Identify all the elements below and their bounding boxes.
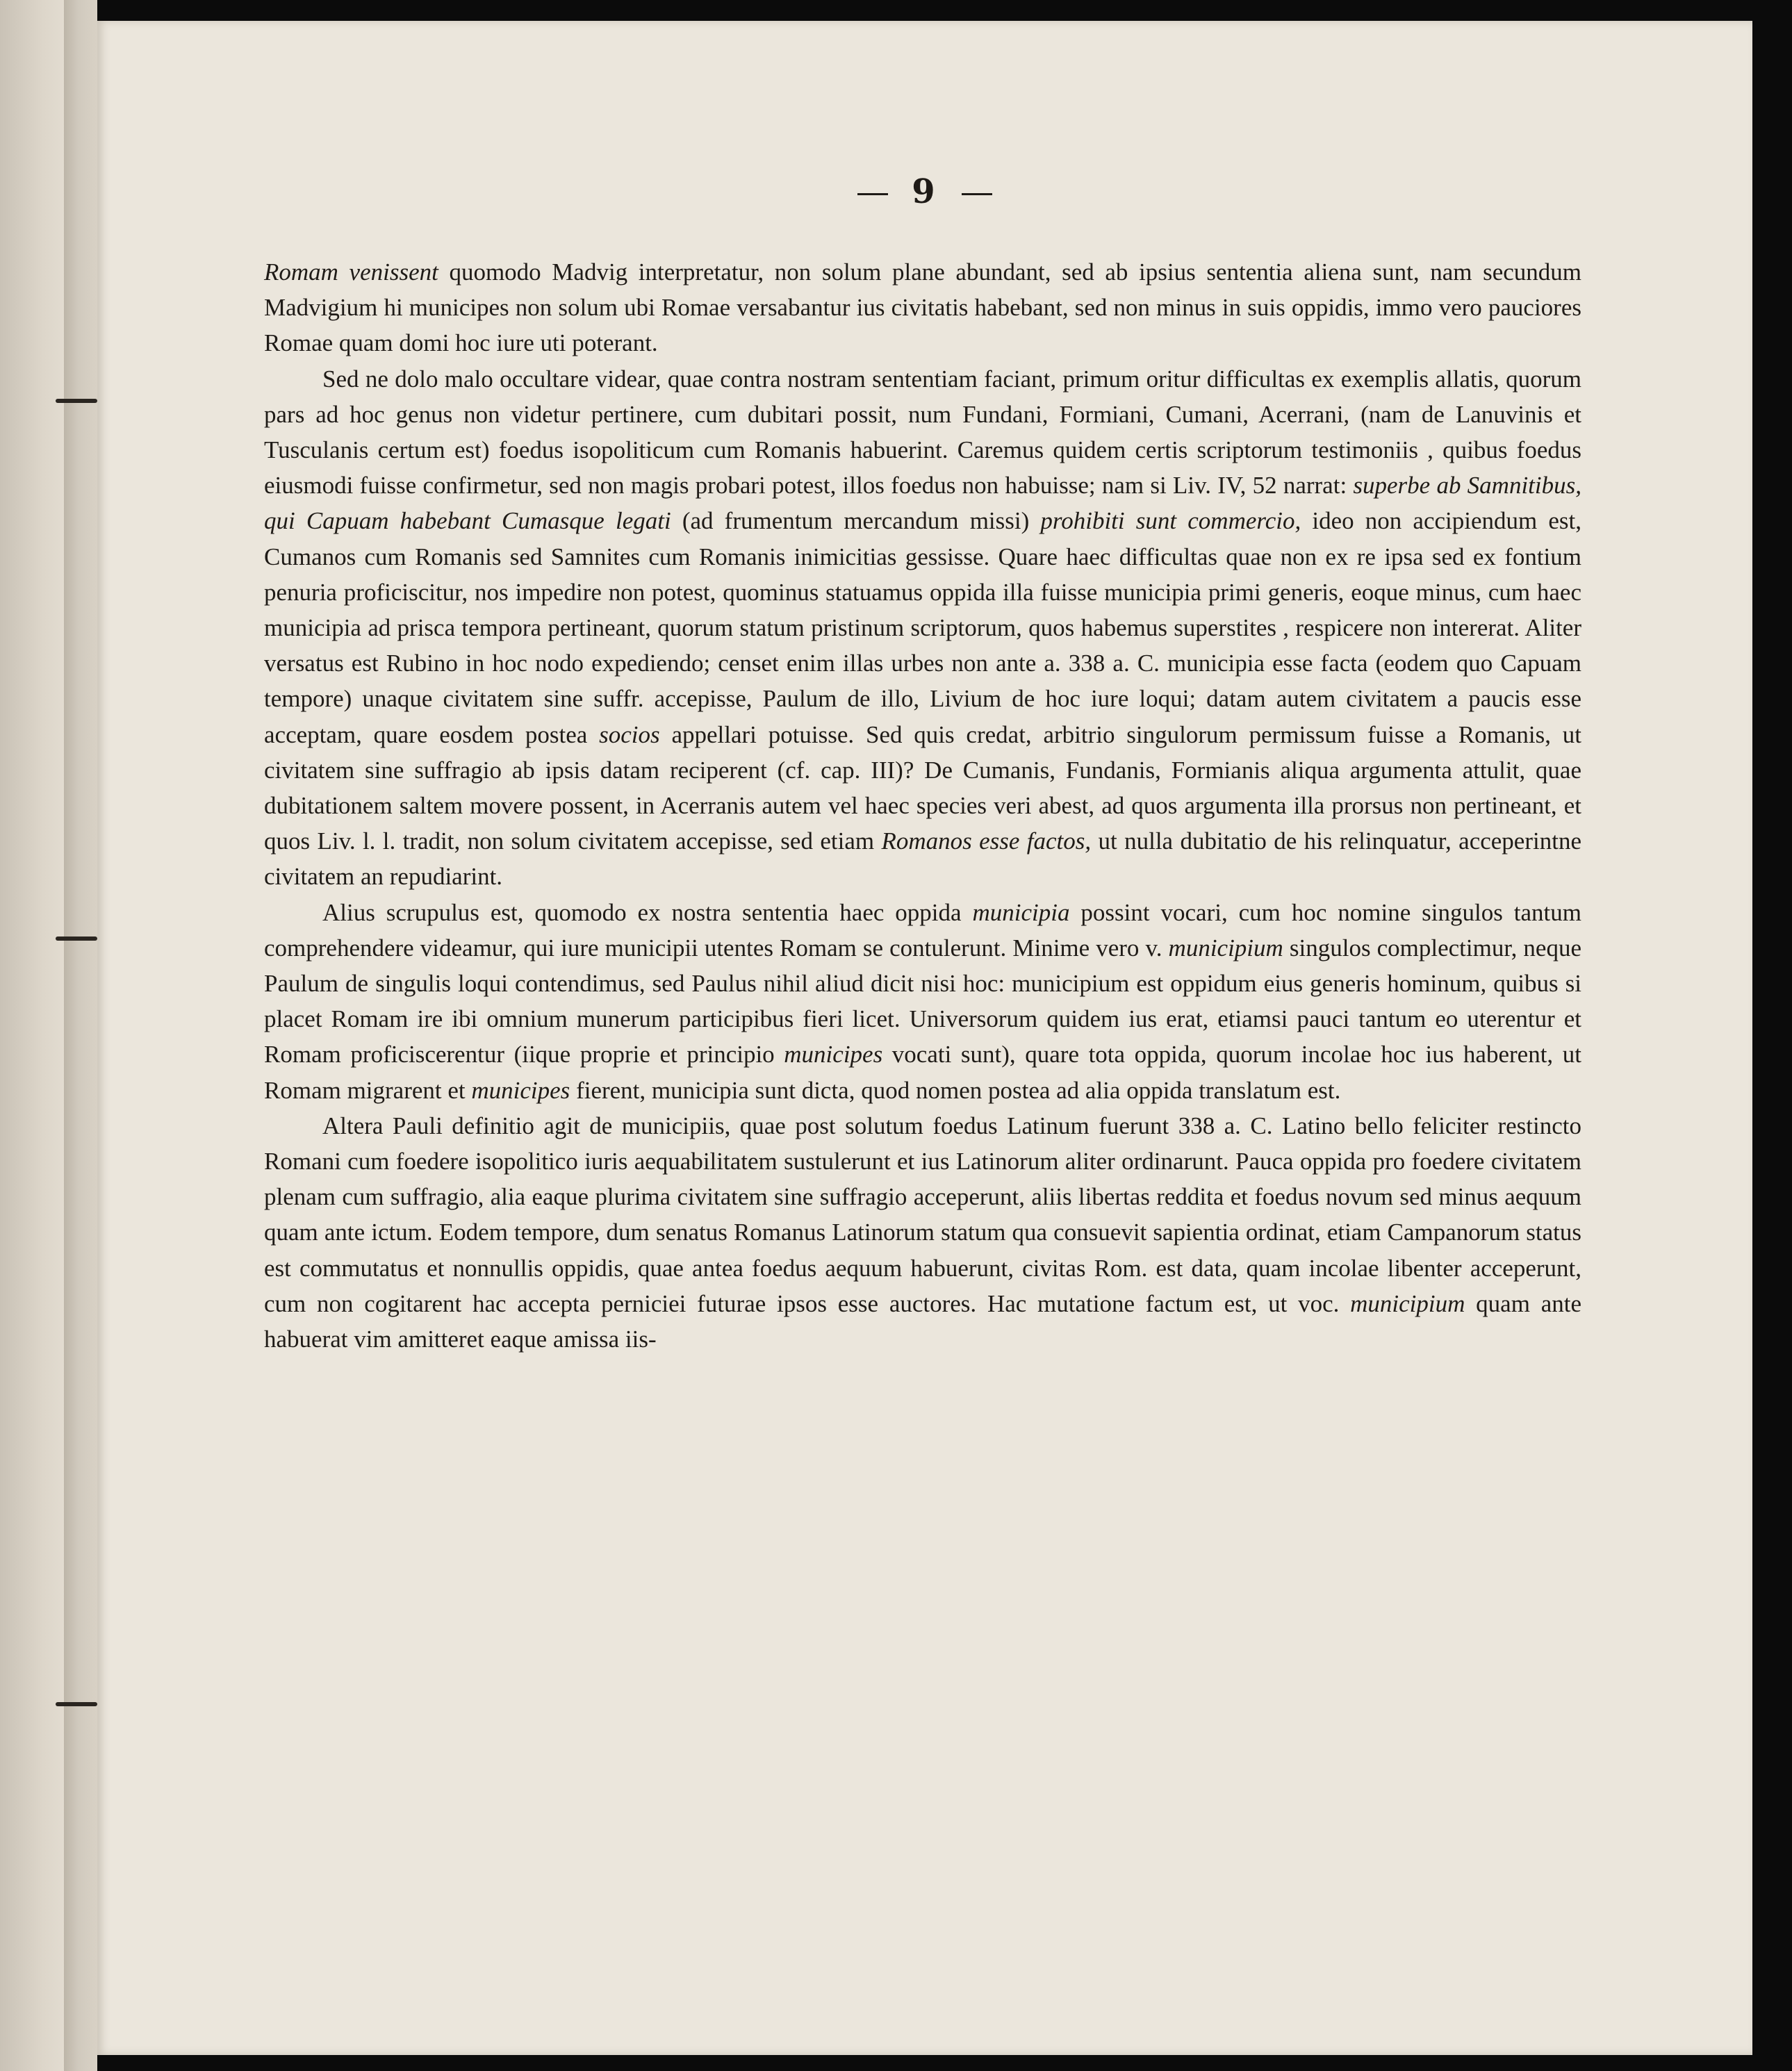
paragraph-2 bbox=[264, 361, 1581, 895]
page-number: 9 bbox=[912, 172, 938, 211]
text-run: Alius scrupulus est, quomodo ex nostra sententia haec oppida bbox=[322, 898, 973, 926]
italic-phrase: superbe ab Samnitibus, qui Capuam habebant Cumasque legati bbox=[264, 472, 1581, 535]
binding-thread-mark bbox=[56, 1702, 97, 1706]
dash-right bbox=[962, 193, 992, 195]
text-run: Altera Pauli definitio agit de municipiis, quae post solutum foedus Latinum fuerunt 338 a. C. Latino bello feliciter restincto Romani cum foedere isopolitico iuris aequabilitatem sustulerunt et ius Latinorum aliter ordinarunt. Pauca oppida pro foedere civitatem plenam cum suffragio, alia eaque plurima civitatem sine suffragio acceperunt, aliis libertas reddita et foedus novum sed minus aequum quam ante ictum. Eodem tempore, dum senatus Romanus Latinorum statum qua consuevit sapientia ordinat, etiam Campanorum status est commutatus et nonnullis oppidis, quae antea foedus aequum habuerunt, civitas Rom. est data, quam incolae libenter acceperunt, cum non cogitarent hac accepta perniciei futurae ipsos esse auctores. Hac mutatione factum est, ut voc. bbox=[264, 1112, 1581, 1317]
italic-phrase: prohibiti sunt commercio, bbox=[1040, 507, 1301, 535]
text-run: Sed ne dolo malo occultare videar, quae contra nostram sententiam faciant, primum oritur difficultas ex exemplis allatis, quorum pars ad hoc genus non videtur pertinere, cum dubitari possit, num Fundani, Formiani, Cumani, Acerrani, (nam de Lanuvinis et Tusculanis certum est) foedus isopoliticum cum Romanis habuerint. Caremus quidem certis scriptorum testimoniis , quibus foedus eiusmodi fuisse confirmetur, sed non magis probari potest, illos foedus non habuisse; nam si Liv. IV, 52 narrat: bbox=[264, 365, 1581, 500]
text-run: ut nulla dubitatio de his relinquatur, acceperintne civitatem an repudiarint. bbox=[264, 827, 1581, 891]
text-run: possint vocari, cum hoc nomine singulos tantum comprehendere videamur, qui iure municipii utentes Romam se contulerunt. Minime vero v. bbox=[264, 898, 1582, 962]
text-run: (ad frumentum mercandum missi) bbox=[671, 507, 1041, 535]
text-run: quomodo Madvig interpretatur, non solum plane abundant, sed ab ipsius sententia aliena sunt, nam secundum Madvigium hi municipes non solum ubi Romae versabantur ius civitatis habebant, sed non minus in suis oppidis, immo vero pauciores Romae quam domi hoc iure uti poterant. bbox=[264, 258, 1581, 357]
italic-phrase: Romanos esse factos, bbox=[881, 827, 1092, 855]
text-run: appellari potuisse. Sed quis credat, arbitrio singulorum permissum fuisse a Romanis, ut civitatem sine suffragio ab ipsis datam reciperent (cf. cap. III)? De Cumanis, Fundanis, Formianis aliqua argumenta attulit, quae dubitationem saltem movere possent, in Acerranis autem vel haec species veri abest, ad quos argumenta illa prorsus non pertineant, et quos Liv. l. l. tradit, non solum civitatem accepisse, sed etiam bbox=[264, 720, 1581, 855]
text-run: vocati sunt), quare tota oppida, quorum incolae hoc ius haberent, ut Romam migrarent et bbox=[264, 1041, 1581, 1104]
book-gutter bbox=[64, 0, 97, 2071]
book-page bbox=[97, 21, 1752, 2055]
italic-phrase: Romam venissent bbox=[264, 258, 438, 286]
text-run: ideo non accipiendum est, Cumanos cum Romanis sed Samnites cum Romanis inimicitias gessisse. Quare haec difficultas quae non ex re ipsa sed ex fontium penuria proficiscitur, nos impedire non potest, quominus statuamus oppida illa fuisse municipia primi generis, eoque minus, cum haec municipia ad prisca tempora pertineant, quorum statum pristinum scriptorum, quos habemus superstites , respicere non intererat. Aliter versatus est Rubino in hoc nodo expediendo; censet enim illas urbes non ante a. 338 a. C. municipia esse facta (eodem quo Capuam tempore) unaque civitatem sine suffr. accepisse, Paulum de illo, Livium de hoc iure loqui; datam autem civitatem a paucis esse acceptam, quare eosdem postea bbox=[264, 507, 1582, 748]
binding-thread-mark bbox=[56, 399, 97, 403]
italic-phrase: municipes bbox=[784, 1041, 883, 1068]
italic-phrase: municipium bbox=[1168, 934, 1283, 962]
text-run: singulos complectimur, neque Paulum de singulis loqui contendimus, sed Paulus nihil aliud dicit nisi hoc: municipium est oppidum eius generis hominum, quibus si placet Romam ire ibi omnium munerum participibus fieri licet. Universorum quidem ius erat, etiamsi pauci tantum eo uterentur et Romam proficiscerentur (iique proprie et principio bbox=[264, 934, 1581, 1068]
text-run: fierent, municipia sunt dicta, quod nomen postea ad alia oppida translatum est. bbox=[570, 1076, 1341, 1104]
italic-phrase: municipium bbox=[1350, 1289, 1465, 1317]
page-number-header bbox=[97, 172, 1752, 211]
paragraph-3 bbox=[264, 895, 1581, 1108]
binding-thread-mark bbox=[56, 937, 97, 941]
paragraph-1 bbox=[264, 254, 1581, 361]
paragraph-4 bbox=[264, 1108, 1581, 1357]
dash-left bbox=[857, 193, 888, 195]
body-text bbox=[264, 254, 1581, 1357]
italic-phrase: municipes bbox=[471, 1076, 570, 1104]
text-run: quam ante habuerat vim amitteret eaque amissa iis- bbox=[264, 1289, 1581, 1353]
italic-phrase: socios bbox=[599, 720, 660, 748]
italic-phrase: municipia bbox=[972, 898, 1070, 926]
